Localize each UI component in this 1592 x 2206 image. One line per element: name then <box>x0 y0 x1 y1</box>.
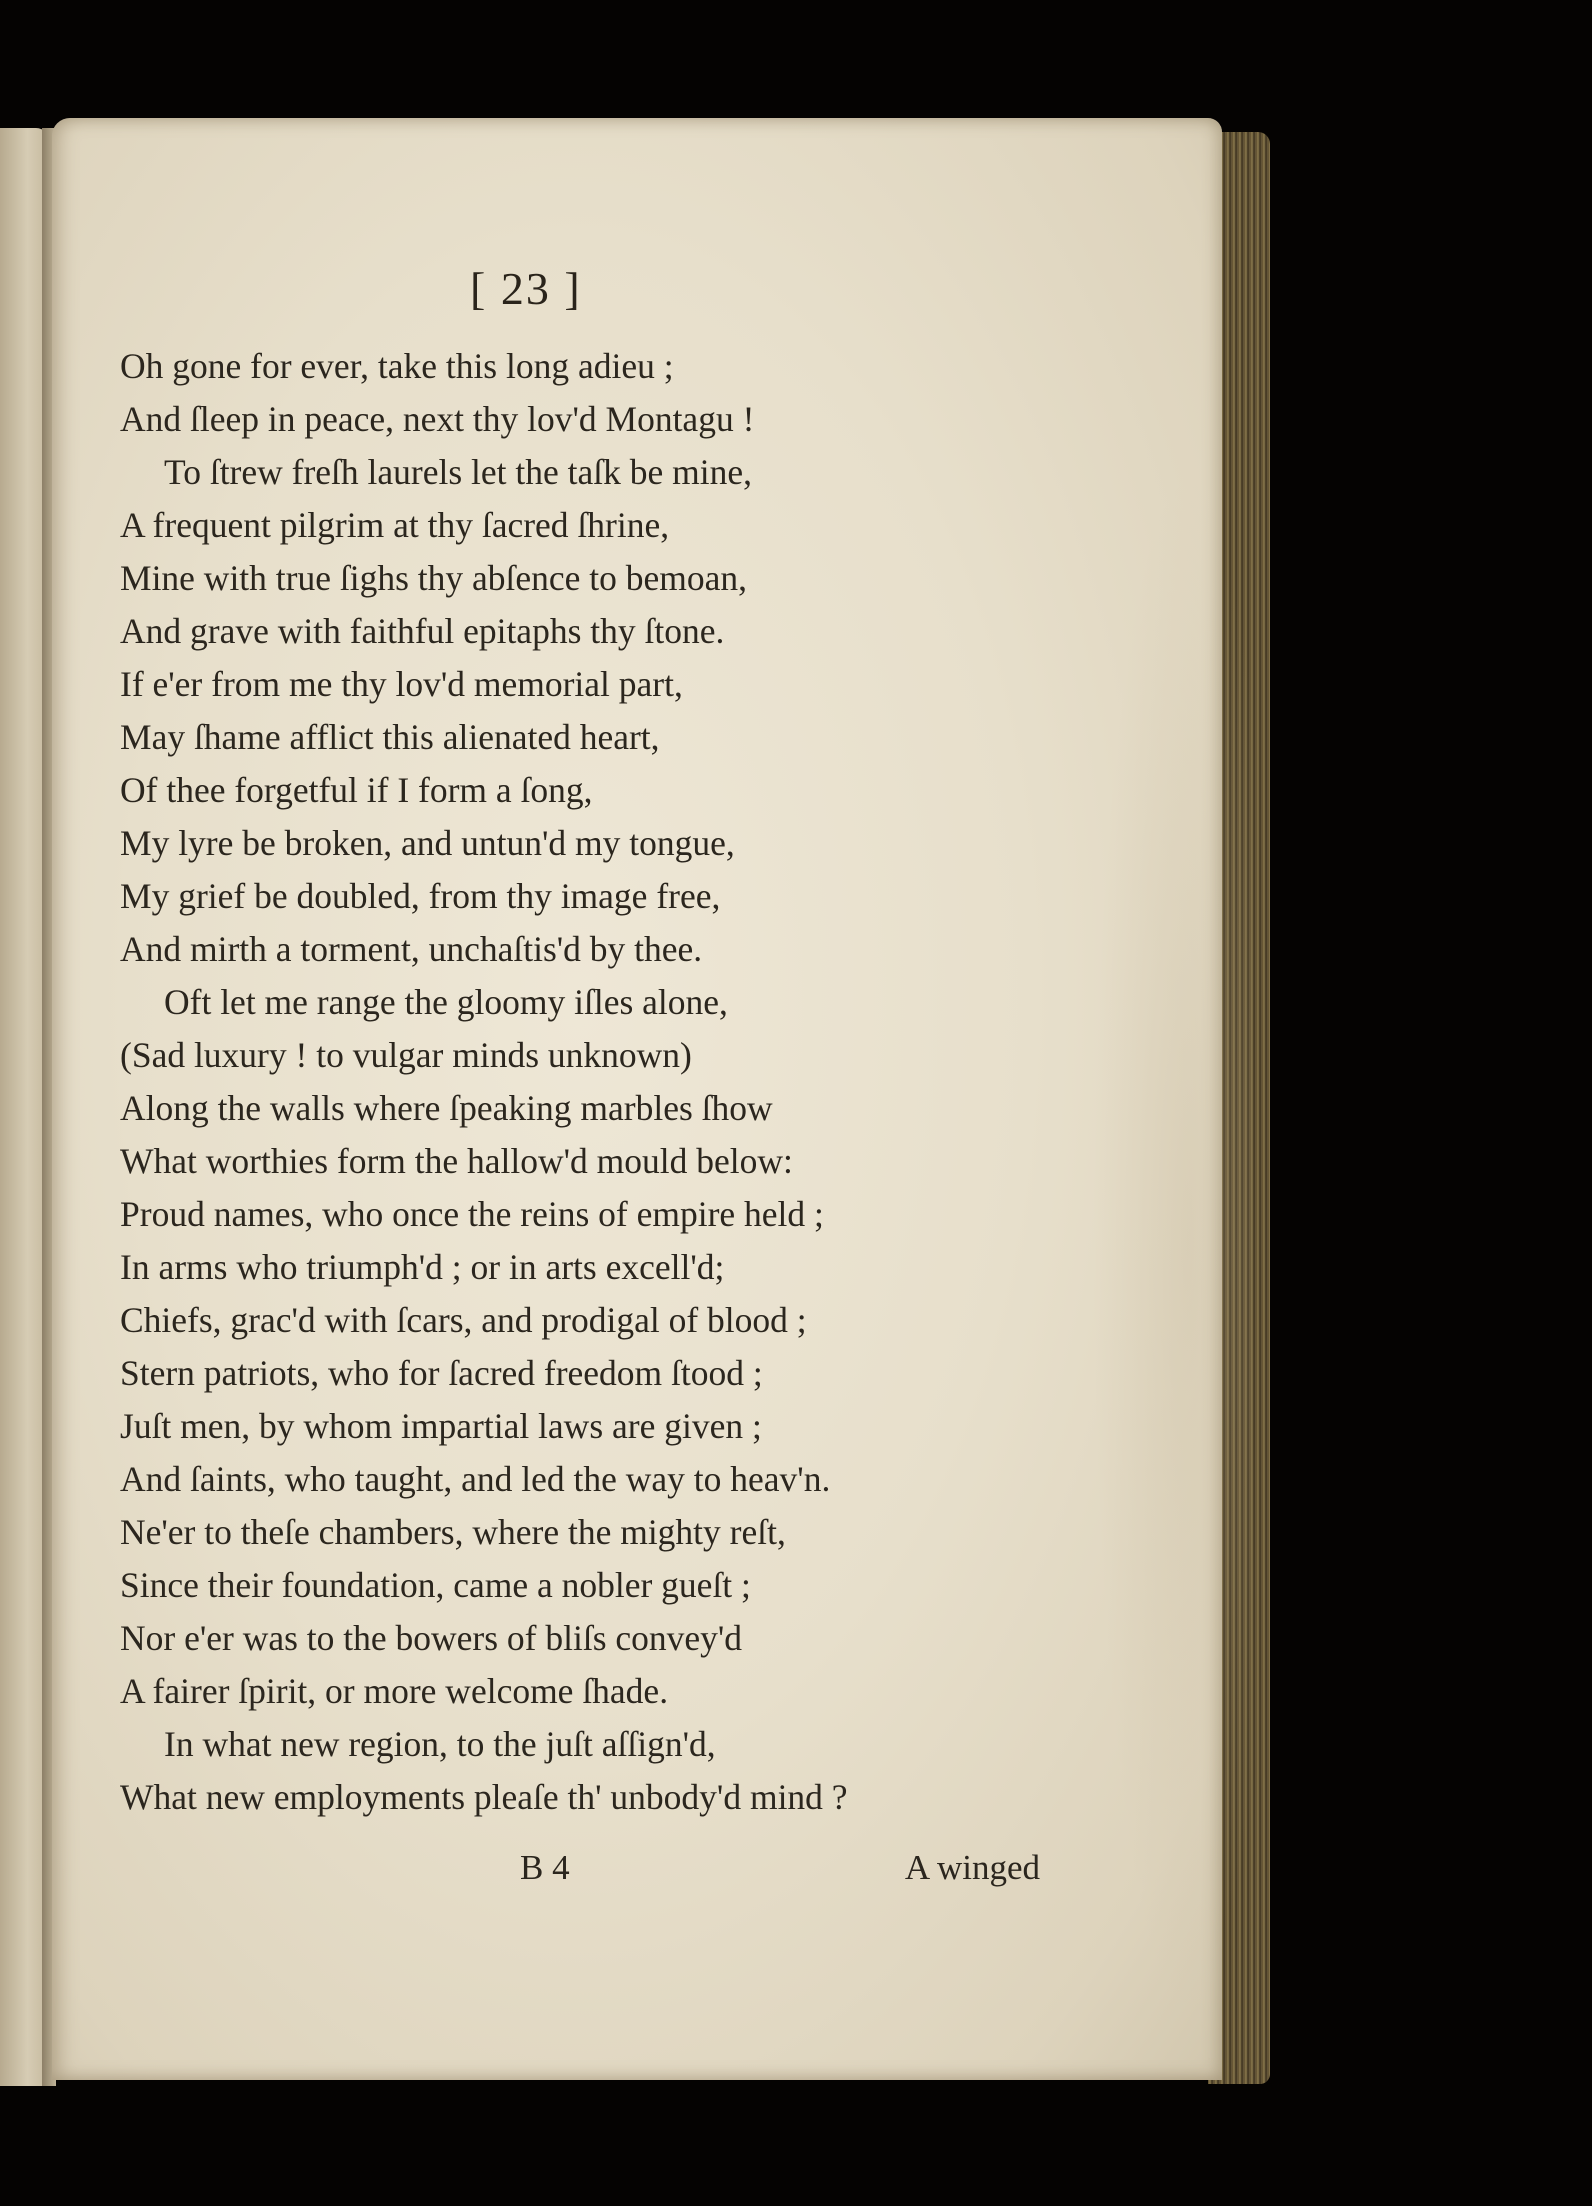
catchword: A winged <box>904 1848 1040 1887</box>
poem-text <box>120 340 1100 1824</box>
poem-line: If e'er from me thy lov'd memorial part, <box>120 664 683 704</box>
poem-line: What worthies form the hallow'd mould below: <box>120 1141 793 1181</box>
poem-line: Juſt men, by whom impartial laws are given ; <box>120 1406 762 1446</box>
poem-line: Nor e'er was to the bowers of bliſs convey'd <box>120 1618 743 1658</box>
poem-line: And ſleep in peace, next thy lov'd Montagu ! <box>120 399 755 439</box>
poem-line: What new employments pleaſe th' unbody'd mind ? <box>120 1777 848 1817</box>
poem-line: Oh gone for ever, take this long adieu ; <box>120 346 674 386</box>
poem-line: Proud names, who once the reins of empire held ; <box>120 1194 824 1234</box>
poem-line: And ſaints, who taught, and led the way to heav'n. <box>120 1459 831 1499</box>
poem-line: (Sad luxury ! to vulgar minds unknown) <box>120 1035 692 1075</box>
page-footer <box>120 1848 1040 1898</box>
poem-line: Ne'er to theſe chambers, where the mighty reſt, <box>120 1512 786 1552</box>
poem-line: Stern patriots, who for ſacred freedom ſtood ; <box>120 1353 763 1393</box>
poem-line: Since their foundation, came a nobler gueſt ; <box>120 1565 751 1605</box>
poem-line: In arms who triumph'd ; or in arts excell'd; <box>120 1247 725 1287</box>
signature-mark: B 4 <box>520 1848 570 1887</box>
poem-line: Of thee forgetful if I form a ſong, <box>120 770 593 810</box>
show-through <box>1092 468 1252 2018</box>
poem-line: Along the walls where ſpeaking marbles ſhow <box>120 1088 773 1128</box>
poem-line: To ſtrew freſh laurels let the taſk be mine, <box>164 452 752 492</box>
poem-line: And mirth a torment, unchaſtis'd by thee. <box>120 929 703 969</box>
poem-line: May ſhame afflict this alienated heart, <box>120 717 660 757</box>
poem-line: My grief be doubled, from thy image free, <box>120 876 721 916</box>
poem-line: Chiefs, grac'd with ſcars, and prodigal of blood ; <box>120 1300 807 1340</box>
poem-line: In what new region, to the juſt aſſign'd, <box>164 1724 716 1764</box>
poem-line: Oft let me range the gloomy iſles alone, <box>164 982 728 1022</box>
poem-line: My lyre be broken, and untun'd my tongue, <box>120 823 735 863</box>
poem-line: Mine with true ſighs thy abſence to bemoan, <box>120 558 748 598</box>
poem-line: A frequent pilgrim at thy ſacred ſhrine, <box>120 505 670 545</box>
poem-line: And grave with faithful epitaphs thy ſtone. <box>120 611 725 651</box>
poem-line: A fairer ſpirit, or more welcome ſhade. <box>120 1671 669 1711</box>
page-number: [ 23 ] <box>470 263 582 314</box>
